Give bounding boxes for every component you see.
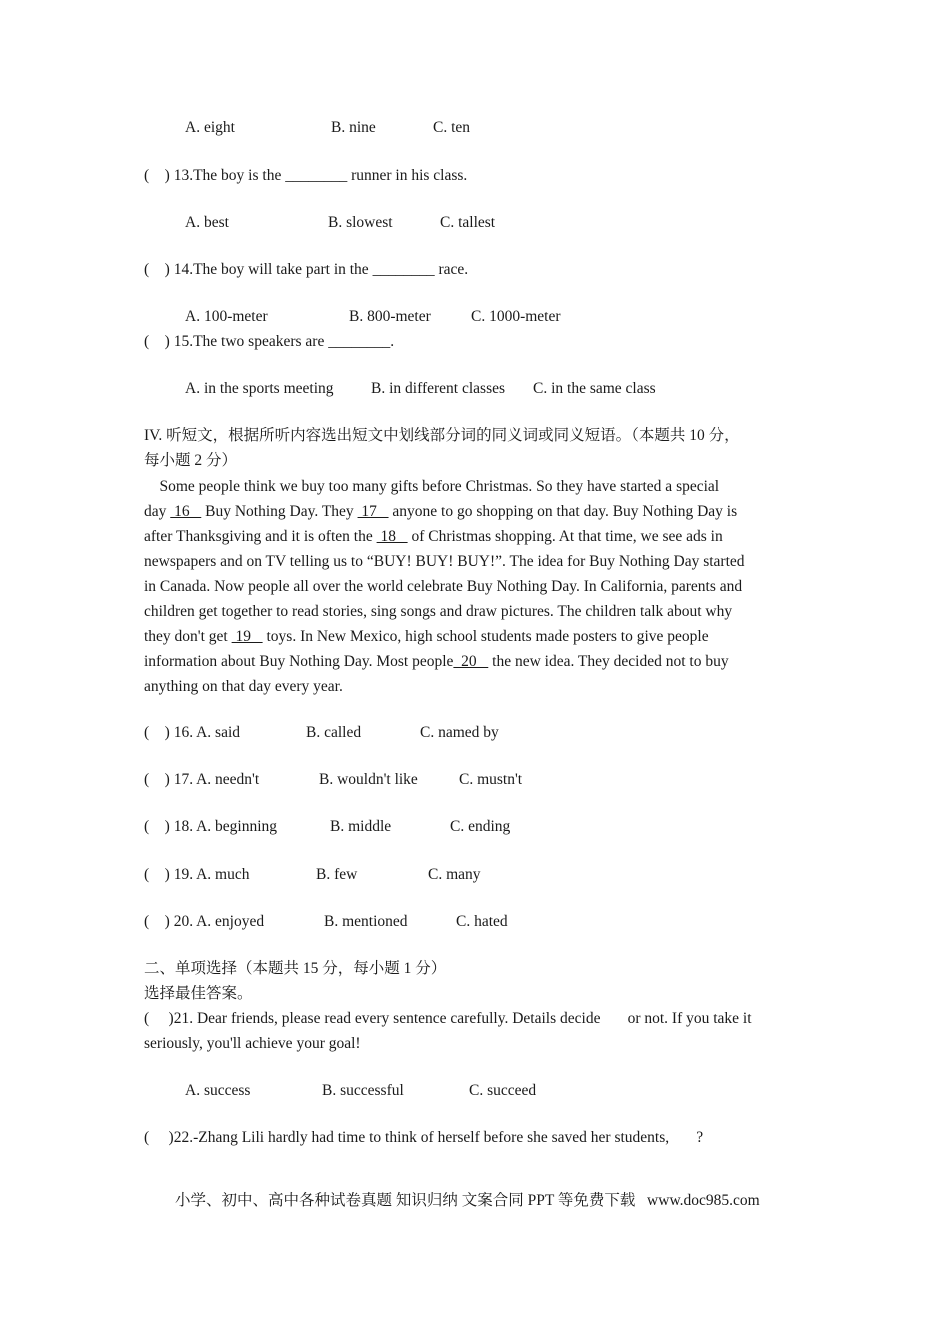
blank-16: 16 bbox=[170, 503, 202, 520]
q14-option-c: C. 1000-meter bbox=[471, 308, 561, 325]
q21-option-b: B. successful bbox=[322, 1082, 404, 1099]
q20-option-b: B. mentioned bbox=[324, 913, 408, 930]
blank-20: 20 bbox=[453, 653, 489, 670]
q13-option-a: A. best bbox=[185, 214, 229, 231]
q14-option-a: A. 100-meter bbox=[185, 308, 268, 325]
part2-instruction: 选择最佳答案。 bbox=[144, 985, 253, 1002]
section4-title: IV. 听短文，根据所听内容选出短文中划线部分词的同义词或同义短语。（本题共 10 分， bbox=[144, 427, 740, 444]
q20-stem: ( ) 20. A. enjoyed bbox=[144, 913, 265, 930]
q12-option-a: A. eight bbox=[185, 119, 235, 136]
q17-option-b: B. wouldn't like bbox=[319, 771, 418, 788]
q15-option-b: B. in different classes bbox=[371, 380, 506, 397]
q21-option-c: C. succeed bbox=[469, 1082, 537, 1099]
q16-option-c: C. named by bbox=[420, 724, 499, 741]
q19-option-b: B. few bbox=[316, 866, 358, 883]
q16-option-b: B. called bbox=[306, 724, 362, 741]
passage-line: anything on that day every year. bbox=[144, 678, 343, 695]
q18-option-b: B. middle bbox=[330, 818, 392, 835]
passage-line: day 16 Buy Nothing Day. They 17 anyone to go shopping on that day. Buy Nothing Day is bbox=[144, 503, 738, 520]
q14-stem: ( ) 14.The boy will take part in the ________ race. bbox=[144, 261, 469, 278]
passage-line: Some people think we buy too many gifts before Christmas. So they have started a special bbox=[144, 478, 720, 495]
part2-title: 二、单项选择（本题共 15 分，每小题 1 分） bbox=[144, 960, 447, 977]
passage-line: newspapers and on TV telling us to “BUY! BUY! BUY!”. The idea for Buy Nothing Day started bbox=[144, 553, 745, 570]
q13-option-b: B. slowest bbox=[328, 214, 393, 231]
passage bbox=[144, 474, 814, 699]
blank-17: 17 bbox=[357, 503, 389, 520]
section4-title-cont: 每小题 2 分） bbox=[144, 452, 238, 469]
q22-stem: ( )22.-Zhang Lili hardly had time to think of herself before she saved her students, ? bbox=[144, 1129, 704, 1146]
passage-line: in Canada. Now people all over the world celebrate Buy Nothing Day. In California, parents and bbox=[144, 578, 743, 595]
q14-option-b: B. 800-meter bbox=[349, 308, 431, 325]
passage-line: children get together to read stories, sing songs and draw pictures. The children talk about why bbox=[144, 603, 733, 620]
q15-option-a: A. in the sports meeting bbox=[185, 380, 334, 397]
q16-stem: ( ) 16. A. said bbox=[144, 724, 241, 741]
q12-option-b: B. nine bbox=[331, 119, 376, 136]
q21-stem: ( )21. Dear friends, please read every sentence carefully. Details decide or not. If you take it bbox=[144, 1010, 752, 1027]
q13-option-c: C. tallest bbox=[440, 214, 496, 231]
q18-stem: ( ) 18. A. beginning bbox=[144, 818, 278, 835]
page-footer: 小学、初中、高中各种试卷真题 知识归纳 文案合同 PPT 等免费下载 www.doc985.com bbox=[175, 1192, 760, 1209]
q19-stem: ( ) 19. A. much bbox=[144, 866, 250, 883]
passage-line: they don't get 19 toys. In New Mexico, high school students made posters to give people bbox=[144, 628, 709, 645]
q20-option-c: C. hated bbox=[456, 913, 508, 930]
q13-stem: ( ) 13.The boy is the ________ runner in his class. bbox=[144, 167, 468, 184]
q21-option-a: A. success bbox=[185, 1082, 251, 1099]
q19-option-c: C. many bbox=[428, 866, 481, 883]
passage-line: after Thanksgiving and it is often the 18 of Christmas shopping. At that time, we see ads in bbox=[144, 528, 723, 545]
blank-18: 18 bbox=[376, 528, 408, 545]
blank-19: 19 bbox=[231, 628, 263, 645]
q18-option-c: C. ending bbox=[450, 818, 511, 835]
passage-line: information about Buy Nothing Day. Most people 20 the new idea. They decided not to buy bbox=[144, 653, 729, 670]
q21-stem-cont: seriously, you'll achieve your goal! bbox=[144, 1035, 361, 1052]
q17-stem: ( ) 17. A. needn't bbox=[144, 771, 260, 788]
q12-option-c: C. ten bbox=[433, 119, 471, 136]
q15-stem: ( ) 15.The two speakers are ________. bbox=[144, 333, 395, 350]
q15-option-c: C. in the same class bbox=[533, 380, 656, 397]
q17-option-c: C. mustn't bbox=[459, 771, 523, 788]
